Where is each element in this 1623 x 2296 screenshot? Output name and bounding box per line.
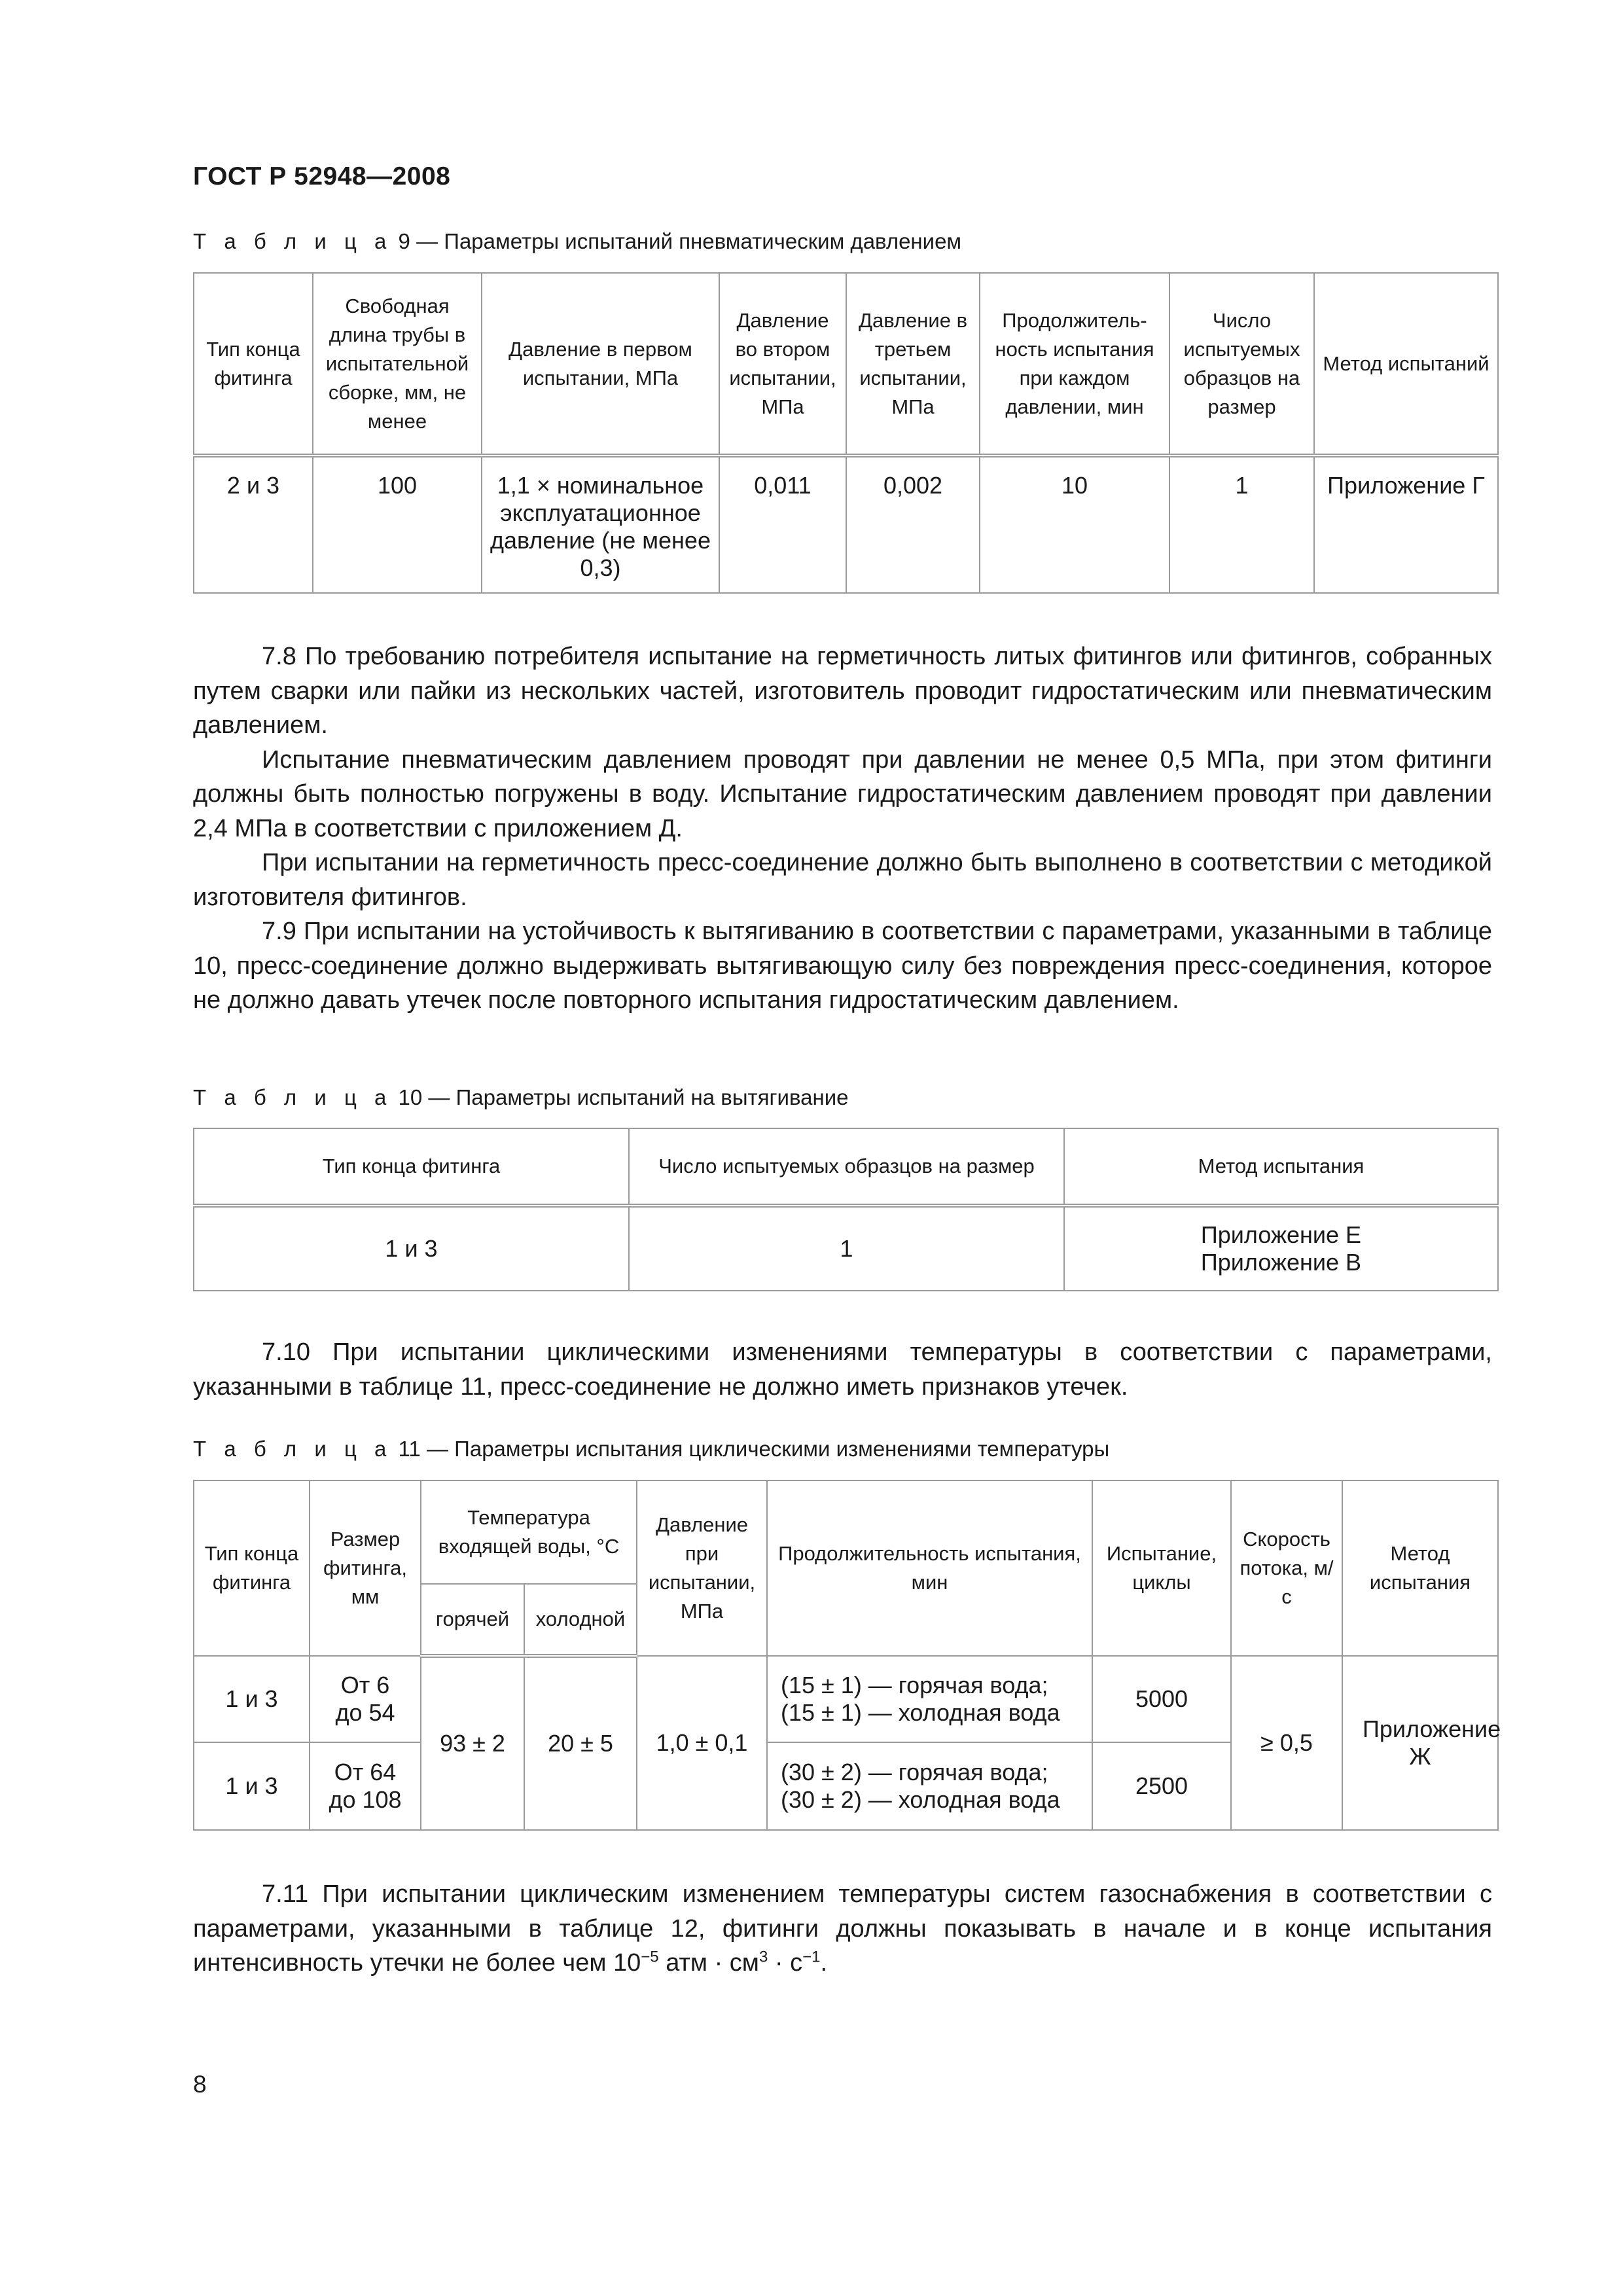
table11-flow: ≥ 0,5 [1231, 1656, 1342, 1830]
table10-cell-type: 1 и 3 [194, 1206, 629, 1291]
table11-pressure: 1,0 ± 0,1 [637, 1656, 767, 1830]
table11-caption-text: 11 — Параметры испытания циклическими изменениями температуры [392, 1437, 1110, 1461]
table9-cell-pressure1: 1,1 × номинальное эксплуатационное давление (не менее 0,3) [482, 456, 719, 593]
table11-caption-prefix: Т а б л и ц а [193, 1437, 393, 1461]
table11-header-cycles: Испытание, циклы [1092, 1480, 1231, 1656]
table11-header-method: Метод испытания [1342, 1480, 1498, 1656]
page-number: 8 [193, 2071, 207, 2098]
table9-cell-pressure3: 0,002 [846, 456, 980, 593]
table11-header-temperature: Температура входящей воды, °С [421, 1480, 637, 1584]
table11-row2-size-line2: до 108 [329, 1786, 402, 1813]
table11-header-flow: Скорость потока, м/с [1231, 1480, 1342, 1656]
paragraph-7-11 [193, 1877, 1492, 1981]
leak-tail: . [820, 1949, 828, 1977]
table11-row2-size-line1: От 64 [334, 1759, 397, 1785]
leak-unit-atm: атм · см [658, 1949, 759, 1977]
paragraph-pneumatic: Испытание пневматическим давлением проводят при давлении не менее 0,5 МПа, при этом фитинги должны быть полностью погружены в воду. Испытание гидростатическим давлением проводят при давлении 2,4 МПа в соответствии с приложением Д. [193, 745, 1492, 842]
table9 [193, 272, 1499, 594]
table11-row1-size-line2: до 54 [335, 1699, 395, 1726]
table9-row [194, 456, 1498, 593]
table10-caption-prefix: Т а б л и ц а [193, 1085, 393, 1109]
table11-header-size: Размер фитинга, мм [310, 1480, 421, 1656]
table9-cell-duration: 10 [980, 456, 1169, 593]
table10-row [194, 1206, 1498, 1291]
table11-row1-type: 1 и 3 [194, 1656, 310, 1742]
table11-cold-temp: 20 ± 5 [524, 1656, 637, 1830]
table11 [193, 1480, 1499, 1831]
table11-row1-size-line1: От 6 [340, 1672, 390, 1698]
table9-header-pressure3: Давление в третьем испытании, МПа [846, 273, 980, 456]
table9-cell-pressure2: 0,011 [719, 456, 846, 593]
table11-header-hot: горячей [421, 1584, 524, 1656]
section-7-10-text [193, 1335, 1492, 1404]
table11-row2-type: 1 и 3 [194, 1742, 310, 1830]
table9-caption [193, 229, 961, 254]
table10-header-method: Метод испытания [1064, 1128, 1498, 1206]
table11-method: Приложение Ж [1342, 1656, 1498, 1830]
table10-caption [193, 1085, 849, 1110]
table11-row1-duration-line2: (15 ± 1) — холодная вода [781, 1699, 1060, 1726]
table11-row2-duration-line1: (30 ± 2) — горячая вода; [781, 1759, 1048, 1785]
table11-header-duration: Продолжительность испытания, мин [767, 1480, 1092, 1656]
leak-cm-exponent: 3 [758, 1948, 768, 1966]
table9-header-pressure2: Давление во втором испытании, МПа [719, 273, 846, 456]
paragraph-7-9: 7.9 При испытании на устойчивость к вытягиванию в соответствии с параметрами, указанными в таблице 10, пресс-соединение должно выдерживать вытягивающую силу без повреждения пресс-соединения, которое не должно давать утечек после повторного испытания гидростатическим давлением. [193, 918, 1492, 1014]
table11-row1-duration [767, 1656, 1092, 1742]
paragraph-7-10: 7.10 При испытании циклическими изменениями температуры в соответствии с параметрами, указанными в таблице 11, пресс-соединение не должно иметь признаков утечек. [193, 1338, 1492, 1401]
table10-cell-count: 1 [629, 1206, 1064, 1291]
table9-header-type: Тип конца фитинга [194, 273, 313, 456]
paragraph-7-11-text: 7.11 При испытании циклическим изменением температуры систем газоснабжения в соответствии с параметрами, указанными в таблице 12, фитинги должны показывать в начале и в конце испытания интенсивность утечки не более чем 10 [193, 1880, 1492, 1977]
table11-hot-temp: 93 ± 2 [421, 1656, 524, 1830]
leak-unit-sec: · с [768, 1949, 803, 1977]
table10-method-line1: Приложение Е [1200, 1221, 1362, 1248]
table9-cell-length: 100 [313, 456, 482, 593]
table11-header-cold: холодной [524, 1584, 637, 1656]
table9-header-duration: Продолжитель-ность испытания при каждом давлении, мин [980, 273, 1169, 456]
table11-row2-duration-line2: (30 ± 2) — холодная вода [781, 1786, 1060, 1813]
document-header: ГОСТ Р 52948—2008 [193, 162, 451, 190]
table11-caption [193, 1437, 1109, 1462]
table11-row1-cycles: 5000 [1092, 1656, 1231, 1742]
table11-header-pressure: Давление при испытании, МПа [637, 1480, 767, 1656]
table11-header-type: Тип конца фитинга [194, 1480, 310, 1656]
table9-cell-method: Приложение Г [1314, 456, 1498, 593]
table10-method-line2: Приложение В [1200, 1249, 1362, 1276]
table9-header-method: Метод испытаний [1314, 273, 1498, 456]
table9-cell-type: 2 и 3 [194, 456, 313, 593]
paragraph-7-8: 7.8 По требованию потребителя испытание на герметичность литых фитингов или фитингов, собранных путем сварки или пайки из нескольких частей, изготовитель проводит гидростатическим или пневматическим давлением. [193, 643, 1492, 739]
table9-cell-count: 1 [1169, 456, 1314, 593]
table10-header-type: Тип конца фитинга [194, 1128, 629, 1206]
table11-row1-duration-line1: (15 ± 1) — горячая вода; [781, 1672, 1048, 1698]
table9-caption-text: 9 — Параметры испытаний пневматическим давлением [392, 229, 962, 253]
table10-header-count: Число испытуемых образцов на размер [629, 1128, 1064, 1206]
table11-row2-duration [767, 1742, 1092, 1830]
paragraph-press-connection: При испытании на герметичность пресс-соединение должно быть выполнено в соответствии с методикой изготовителя фитингов. [193, 849, 1492, 911]
leak-exponent: −5 [641, 1948, 659, 1966]
table10-caption-text: 10 — Параметры испытаний на вытягивание [392, 1085, 849, 1109]
section-7-8-text [193, 639, 1492, 1018]
leak-sec-exponent: −1 [802, 1948, 821, 1966]
table-row [194, 1656, 1498, 1742]
section-7-11-text [193, 1877, 1492, 1981]
table10-cell-method [1064, 1206, 1498, 1291]
table11-row1-size [310, 1656, 421, 1742]
table9-header-length: Свободная длина трубы в испытательной сборке, мм, не менее [313, 273, 482, 456]
table9-header-count: Число испытуемых образцов на размер [1169, 273, 1314, 456]
table9-caption-prefix: Т а б л и ц а [193, 229, 393, 253]
table11-row2-cycles: 2500 [1092, 1742, 1231, 1830]
table9-header-pressure1: Давление в первом испытании, МПа [482, 273, 719, 456]
table10 [193, 1128, 1499, 1291]
table11-row2-size [310, 1742, 421, 1830]
